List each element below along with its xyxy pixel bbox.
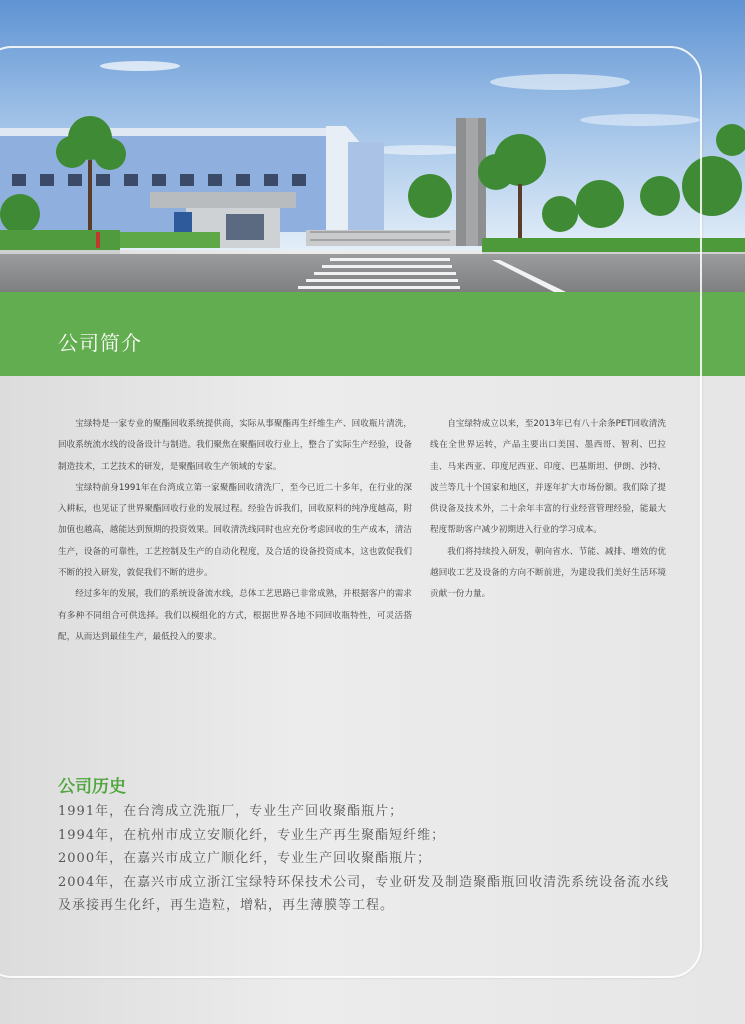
- intro-paragraph: 宝绿特是一家专业的聚酯回收系统提供商，实际从事聚酯再生纤维生产、回收瓶片清洗，回收系统流水线的设备设计与制造。我们聚焦在聚酯回收行业上，整合了实际生产经验，设备制造技术，工艺技术的研发，是聚酯回收生产领域的专家。: [58, 419, 412, 472]
- history-item: 1994年，在杭州市成立安顺化纤，专业生产再生聚酯短纤维；: [58, 827, 446, 843]
- history-item: 2000年，在嘉兴市成立广顺化纤，专业生产回收聚酯瓶片；: [58, 851, 432, 866]
- history-item: 2004年，在嘉兴市成立浙江宝绿特环保技术公司，专业研发及制造聚酯瓶回收清洗系统设备流水线及承接再生化纤，再生造粒，增粘，再生薄膜等工程。: [58, 874, 670, 913]
- intro-paragraph: 自宝绿特成立以来，至2013年已有八十余条PET回收清洗线在全世界运转，产品主要出口美国、墨西哥、智利、巴拉圭、马来西亚、印度尼西亚、印度、巴基斯坦、伊朗、沙特、波兰等几十个国家和地区，并逐年扩大市场份额。我们除了提供设备及技术外，二十余年丰富的行业经营管理经验，能最大程度帮助客户减少初期进入行业的学习成本。: [430, 419, 666, 536]
- intro-paragraph: 我们将持续投入研发，朝向省水、节能、减排、增效的优越回收工艺及设备的方向不断前进，为建设我们美好生活环境贡献一份力量。: [430, 546, 666, 600]
- intro-left-column: [58, 414, 412, 648]
- intro-right-column: [430, 414, 666, 606]
- company-intro-title: 公司简介: [58, 331, 142, 355]
- factory-photo: [0, 0, 745, 292]
- history-list: [58, 800, 678, 918]
- intro-paragraph: 经过多年的发展，我们的系统设备流水线，总体工艺思路已非常成熟，并根据客户的需求有多种不同组合可供选择。我们以模组化的方式，根据世界各地不同回收瓶特性，可灵活搭配，从而达到最佳生产，最低投入的要求。: [58, 589, 412, 642]
- company-history-title: 公司历史: [58, 777, 126, 797]
- intro-paragraph: 宝绿特前身1991年在台湾成立第一家聚酯回收清洗厂，至今已近二十多年，在行业的深入耕耘，也见证了世界聚酯回收行业的发展过程。经验告诉我们，回收原料的纯净度越高，附加值也越高，越能达到预期的投资效果。回收清洗线同时也应充份考虑回收的生产成本，清洁生产，设备的可靠性，工艺控制及生产的自动化程度，及合适的设备投资成本，这也敦促我们不断的投入研发，敦促我们不断的进步。: [58, 482, 412, 579]
- history-item: 1991年，在台湾成立洗瓶厂，专业生产回收聚酯瓶片；: [58, 804, 404, 819]
